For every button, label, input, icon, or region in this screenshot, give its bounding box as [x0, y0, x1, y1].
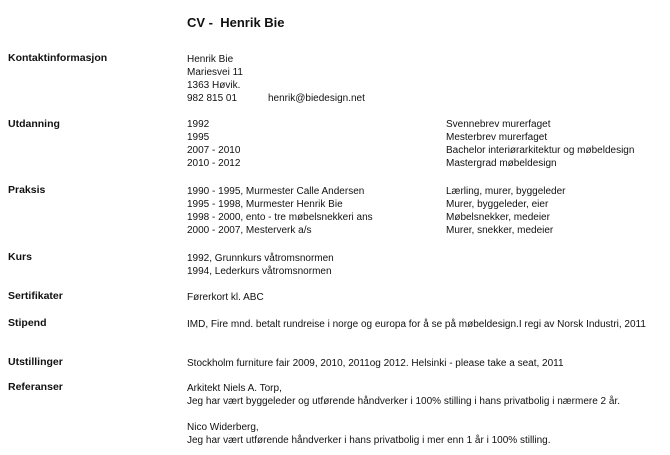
reference-text: Jeg har vært byggeleder og utførende håndverker i 100% stilling i hans privatbolig i nærmere 2 år.: [187, 396, 621, 407]
contact-phone: 982 815 01: [187, 93, 238, 104]
edu-year: 1992: [187, 119, 210, 130]
contact-email: henrik@biedesign.net: [268, 93, 365, 104]
edu-year: 2007 - 2010: [187, 145, 241, 156]
section-label-kurs: Kurs: [8, 251, 32, 263]
edu-year: 1995: [187, 132, 210, 143]
exhibitions-text: Stockholm furniture fair 2009, 2010, 2011og 2012. Helsinki - please take a seat, 2011: [187, 358, 564, 369]
work-role: Murer, byggeleder, eier: [446, 199, 549, 210]
course-item: 1992, Grunnkurs våtromsnormen: [187, 253, 334, 264]
certificate-text: Førerkort kl. ABC: [187, 292, 264, 303]
work-period: 1990 - 1995, Murmester Calle Andersen: [187, 186, 365, 197]
course-item: 1994, Lederkurs våtromsnormen: [187, 266, 332, 277]
section-label-stipend: Stipend: [8, 317, 47, 329]
edu-desc: Bachelor interiørarkitektur og møbeldesign: [446, 145, 635, 156]
section-label-utstillinger: Utstillinger: [8, 356, 63, 368]
edu-desc: Mastergrad møbeldesign: [446, 158, 557, 169]
section-label-utdanning: Utdanning: [8, 118, 60, 130]
section-label-kontakt: Kontaktinformasjon: [8, 52, 108, 64]
reference-name: Nico Widerberg,: [187, 422, 259, 433]
section-label-referanser: Referanser: [8, 381, 63, 393]
work-role: Lærling, murer, byggeleder: [446, 186, 566, 197]
section-label-praksis: Praksis: [8, 184, 46, 196]
contact-city: 1363 Høvik.: [187, 80, 241, 91]
work-period: 1995 - 1998, Murmester Henrik Bie: [187, 199, 343, 210]
work-role: Murer, snekker, medeier: [446, 225, 554, 236]
edu-desc: Svennebrev murerfaget: [446, 119, 551, 130]
edu-desc: Mesterbrev murerfaget: [446, 132, 548, 143]
reference-text: Jeg har vært utførende håndverker i hans privatbolig i mer enn 1 år i 100% stilling.: [187, 435, 551, 446]
section-label-sertifikater: Sertifikater: [8, 290, 63, 302]
stipend-text: IMD, Fire mnd. betalt rundreise i norge og europa for å se på møbeldesign.I regi av Norsk Industri, 2011: [187, 319, 646, 330]
edu-year: 2010 - 2012: [187, 158, 241, 169]
contact-street: Mariesvei 11: [187, 67, 243, 78]
contact-name: Henrik Bie: [187, 54, 234, 65]
work-role: Møbelsnekker, medeier: [446, 212, 550, 223]
page-title: CV - Henrik Bie: [187, 15, 285, 30]
work-period: 1998 - 2000, ento - tre møbelsnekkeri ans: [187, 212, 373, 223]
work-period: 2000 - 2007, Mesterverk a/s: [187, 225, 312, 236]
reference-name: Arkitekt Niels A. Torp,: [187, 383, 282, 394]
